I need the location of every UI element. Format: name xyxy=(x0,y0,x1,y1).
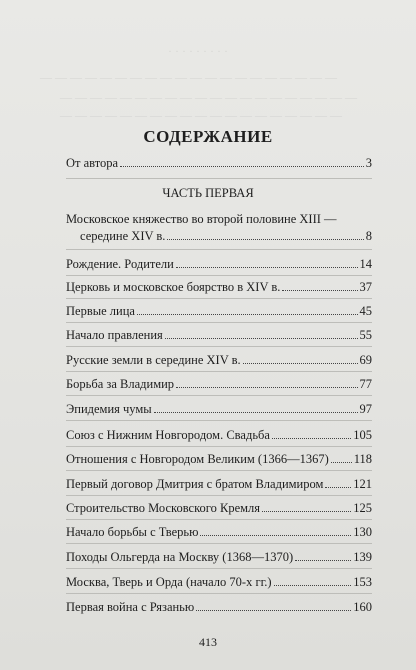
divider xyxy=(66,275,372,276)
toc-entry xyxy=(66,377,372,392)
toc-entry-title: Первый договор Дмитрия с братом Владимиром xyxy=(66,477,324,491)
toc-entry-page: 105 xyxy=(353,428,372,442)
show-through-texture: · · · · · · · · · — — — — — — — — — — — — — — — — — — — — — — — — — — — — — — — — — — — — — — — — — — — — — — — — — — — — — — — — — — — xyxy=(40,44,357,122)
toc-entry-title: Первые лица xyxy=(66,304,135,318)
toc-entry xyxy=(66,280,372,295)
divider xyxy=(66,568,372,569)
toc-entry-title: Строительство Московского Кремля xyxy=(66,501,261,515)
dot-leader xyxy=(331,462,352,463)
toc-entry xyxy=(66,550,372,565)
divider xyxy=(66,495,372,496)
toc-entry-title-continued: середине XIV в. xyxy=(80,229,166,243)
dot-leader xyxy=(137,314,358,315)
toc-entry-page: 125 xyxy=(353,501,372,515)
divider xyxy=(66,346,372,347)
toc-entry-title: Союз с Нижним Новгородом. Свадьба xyxy=(66,428,270,442)
toc-entry xyxy=(66,304,372,319)
toc-entry-title: От автора xyxy=(66,156,119,170)
toc-entry-title: Русские земли в середине XIV в. xyxy=(66,353,241,367)
dot-leader xyxy=(167,239,363,240)
toc-entry-title: Начало борьбы с Тверью xyxy=(66,525,199,539)
dot-leader xyxy=(243,363,358,364)
toc-entry xyxy=(66,525,372,540)
toc-entry xyxy=(66,452,372,467)
dot-leader xyxy=(295,560,351,561)
divider xyxy=(66,420,372,421)
toc-entry-page: 3 xyxy=(365,156,372,170)
toc-entry xyxy=(66,402,372,417)
dot-leader xyxy=(272,438,351,439)
dot-leader xyxy=(274,585,352,586)
toc-entry-title: Церковь и московское боярство в XIV в. xyxy=(66,280,281,294)
toc-entry-title: Отношения с Новгородом Великим (1366—1367) xyxy=(66,452,329,466)
toc-entry-page: 160 xyxy=(353,600,372,614)
toc-entry-title: Первая война с Рязанью xyxy=(66,600,195,614)
divider xyxy=(66,543,372,544)
toc-entry xyxy=(66,600,372,615)
part-title: ЧАСТЬ ПЕРВАЯ xyxy=(162,186,254,200)
dot-leader xyxy=(200,535,351,536)
toc-entry xyxy=(66,501,372,516)
dot-leader xyxy=(282,290,357,291)
toc-entry-page: 118 xyxy=(353,452,372,466)
divider xyxy=(66,322,372,323)
toc-entry-page: 121 xyxy=(353,477,372,491)
toc-entry-title: Начало правления xyxy=(66,328,163,342)
dot-leader xyxy=(262,511,351,512)
toc-entry xyxy=(66,328,372,343)
toc-entry-title: Эпидемия чумы xyxy=(66,402,152,416)
toc-entry-page: 14 xyxy=(359,257,372,271)
toc-entry-page: 153 xyxy=(353,575,372,589)
divider xyxy=(66,395,372,396)
dot-leader xyxy=(325,487,351,488)
toc-entry xyxy=(66,353,372,368)
toc-entry-title: Москва, Тверь и Орда (начало 70-х гг.) xyxy=(66,575,272,589)
dot-leader xyxy=(154,412,358,413)
toc-entry xyxy=(66,428,372,443)
toc-entry xyxy=(66,575,372,590)
divider xyxy=(66,470,372,471)
divider xyxy=(66,593,372,594)
toc-entry-page: 77 xyxy=(359,377,372,391)
toc-entry-page: 45 xyxy=(359,304,372,318)
toc-entry xyxy=(66,156,372,171)
divider xyxy=(66,371,372,372)
toc-entry-title: Рождение. Родители xyxy=(66,257,174,271)
toc-entry xyxy=(66,257,372,272)
toc-entry-title: Походы Ольгерда на Москву (1368—1370) xyxy=(66,550,294,564)
toc-entry-title: Московское княжество во второй половине XIII — xyxy=(66,212,337,226)
toc-entry-title: Борьба за Владимир xyxy=(66,377,175,391)
toc-entry-page: 69 xyxy=(359,353,372,367)
toc-entry xyxy=(66,212,372,244)
dot-leader xyxy=(176,387,357,388)
divider xyxy=(66,298,372,299)
divider xyxy=(66,519,372,520)
divider xyxy=(66,178,372,179)
toc-entry-page: 130 xyxy=(353,525,372,539)
divider xyxy=(66,446,372,447)
dot-leader xyxy=(165,338,358,339)
divider xyxy=(66,249,372,250)
toc-entry xyxy=(66,477,372,492)
toc-entry-page: 37 xyxy=(359,280,372,294)
dot-leader xyxy=(176,267,358,268)
toc-entry-page: 55 xyxy=(359,328,372,342)
page-number: 413 xyxy=(199,635,217,649)
contents-title: СОДЕРЖАНИЕ xyxy=(143,127,273,146)
toc-entry-page: 8 xyxy=(365,229,372,243)
toc-entry-page: 97 xyxy=(359,402,372,416)
dot-leader xyxy=(196,610,351,611)
dot-leader xyxy=(120,166,364,167)
toc-entry-page: 139 xyxy=(353,550,372,564)
